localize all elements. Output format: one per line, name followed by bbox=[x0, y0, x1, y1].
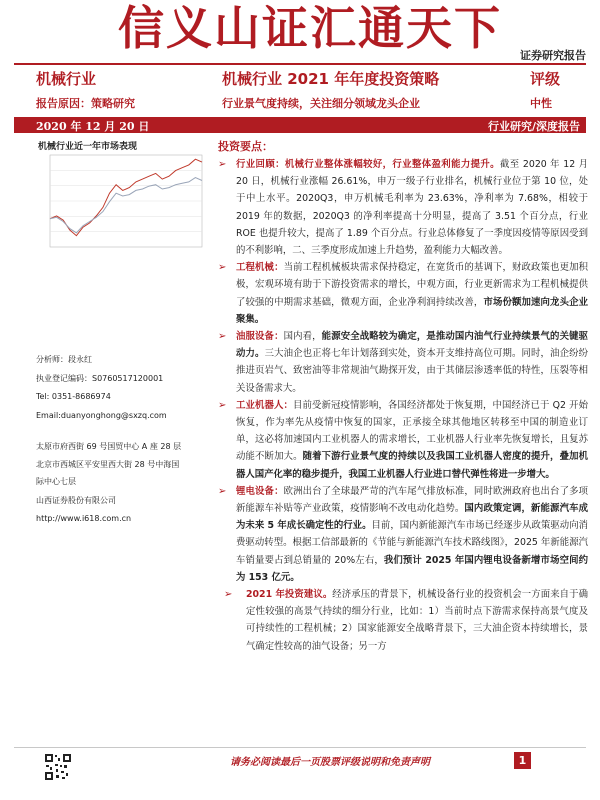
point-body: 截至 2020 年 12 月 20 日，机械行业涨幅 26.61%，申万一级子行业排名，机械行业位于第 10 位，处于中上水平。2020Q3，申万机械毛利率为 23.63%，净利率为 7.68%，相较于 2019 年的数据，2020Q3 的净利率提高十分明显，提高了 3.51 个百分点，行业 ROE 也提升较大，提高了 1.89 个百分点。行业总体修复了一季度因疫情等原因受到的不利影响，二、三季度形成加速上升趋势，盈利能力大幅改善。 bbox=[236, 159, 588, 257]
point-body: 经济承压的背景下，机械设备行业的投资机会一方面来自于确定性较强的高景气持续的细分行业，比如：1）当前时点下游需求保持高景气度及可持续性的工程机械；2）国家能源安全战略背景下，三大油企资本持续增长，景气确定性较高的油气设备；另一方 bbox=[246, 589, 588, 652]
point-heading: 2021 年投资建议。 bbox=[246, 589, 333, 601]
footer-disclaimer: 请务必阅读最后一页股票评级说明和免责声明 bbox=[230, 757, 430, 768]
rating-label: 评级 bbox=[530, 70, 561, 88]
point-emphasis: 我们预计 2025 年国内锂电设备新增市场空间约为 153 亿元。 bbox=[236, 554, 588, 583]
qr-code-icon bbox=[44, 753, 72, 781]
point-heading: 锂电设备： bbox=[236, 485, 284, 497]
arrow-icon: ➢ bbox=[218, 262, 227, 274]
point-emphasis: 随着下游行业景气度的持续以及我国工业机器人密度的提升，叠加机器人国产化率的稳步提升，我国工业机器人行业进口替代弹性将进一步增大。 bbox=[236, 451, 588, 480]
analyst: 分析师：段永红 bbox=[36, 355, 92, 364]
report-subtitle: 行业景气度持续，关注细分领域龙头企业 bbox=[222, 97, 420, 110]
report-date: 2020 年 12 月 20 日 bbox=[36, 120, 150, 133]
point-body: 目前受新冠疫情影响，各国经济都处于恢复期，中国经济已于 Q2 开始恢复，作为率先从疫情中恢复的国家，正承接全球其他地区转移至中国的制造业订单，这必将加速国内工业机器人的需求增长，工业机器人行业率先恢复增长，且复苏动能不断加大。 bbox=[236, 399, 588, 463]
point-heading: 行业回顾：机械行业整体涨幅较好，行业整体盈利能力提升。 bbox=[236, 159, 500, 170]
arrow-icon: ➢ bbox=[218, 485, 227, 497]
point-body: 欧洲出台了全球最严苛的汽车尾气排放标准，同时欧洲政府也出台了多项新能源车补贴等产业政策，疫情影响不改电动化趋势。 bbox=[236, 485, 588, 515]
point-body: 当前工程机械板块需求保持稳定，在宽货币的基调下，财政政策也更加积极，宏观环境有助于下游投资需求的增长，中观方面，行业更新需求为工程机械提供了较强的中期需求基础，微观方面，企业净利润持续改善， bbox=[236, 262, 588, 308]
point-emphasis: 能源安全战略较为确定，是推动国内油气行业持续景气的关键驱动力。 bbox=[236, 331, 588, 360]
point-industry-review bbox=[218, 156, 588, 259]
point-industrial-robot bbox=[218, 397, 588, 483]
point-body: 目前，国内新能源汽车市场已经逐步从政策驱动向消费驱动转型。根据工信部最新的《节能与新能源汽车技术路线图》，2025 年新能源汽车销量要占到总销量的 20%左右， bbox=[236, 520, 588, 566]
arrow-icon: ➢ bbox=[218, 331, 227, 343]
company-website[interactable]: http://www.i618.com.cn bbox=[36, 514, 132, 523]
address-line-3: 际中心七层 bbox=[36, 477, 76, 486]
arrow-icon: ➢ bbox=[218, 399, 227, 411]
key-points-heading: 投资要点： bbox=[218, 140, 273, 153]
chart-title: 机械行业近一年市场表现 bbox=[38, 142, 138, 152]
report-reason: 报告原因：策略研究 bbox=[36, 97, 135, 110]
rating-value: 中性 bbox=[530, 97, 552, 110]
point-heading: 工程机械： bbox=[236, 262, 284, 274]
point-body: 三大油企也正将七年计划落到实处，资本开支维持高位可期。同时，油企纷纷推进页岩气、致密油等非常规油气勘探开发，由于其储层渗透率低的特性，压裂等相关设备需求大。 bbox=[236, 348, 588, 394]
key-points-section bbox=[218, 138, 588, 655]
analyst-email: Email:duanyonghong@sxzq.com bbox=[36, 411, 167, 420]
point-emphasis: 国内政策定调，新能源汽车成为未来 5 年成长确定性的行业。 bbox=[236, 503, 588, 532]
series-line-0 bbox=[50, 159, 202, 236]
company-name: 山西证券股份有限公司 bbox=[36, 496, 116, 505]
header-banner bbox=[0, 0, 600, 62]
header-rule bbox=[14, 63, 586, 65]
analyst-tel: Tel: 0351-8686974 bbox=[36, 392, 111, 401]
report-category: 行业研究/深度报告 bbox=[487, 120, 580, 133]
point-oil-service bbox=[218, 328, 588, 397]
point-heading: 工业机器人： bbox=[236, 399, 294, 411]
market-performance-chart bbox=[36, 151, 206, 259]
arrow-icon: ➢ bbox=[218, 159, 227, 170]
point-investment-advice bbox=[218, 586, 588, 655]
arrow-icon: ➢ bbox=[224, 589, 233, 601]
point-heading: 油服设备： bbox=[236, 331, 284, 343]
page-number: 1 bbox=[514, 752, 531, 769]
cert-code: 执业登记编码：S0760517120001 bbox=[36, 374, 164, 383]
point-emphasis: 市场份额加速向龙头企业聚集。 bbox=[236, 296, 588, 325]
point-lithium-equipment bbox=[218, 483, 588, 586]
point-body: 国内看， bbox=[283, 331, 322, 343]
address-line-2: 北京市西城区平安里西大街 28 号中海国 bbox=[36, 460, 180, 469]
report-title: 机械行业 2021 年年度投资策略 bbox=[222, 70, 440, 88]
industry-name: 机械行业 bbox=[36, 70, 97, 88]
slogan: 信义山证汇通天下 bbox=[118, 1, 502, 55]
point-construction-machinery bbox=[218, 259, 588, 328]
report-type: 证券研究报告 bbox=[520, 49, 586, 62]
footer-rule bbox=[14, 747, 586, 748]
address-line-1: 太原市府西街 69 号国贸中心 A 座 28 层 bbox=[36, 442, 182, 451]
